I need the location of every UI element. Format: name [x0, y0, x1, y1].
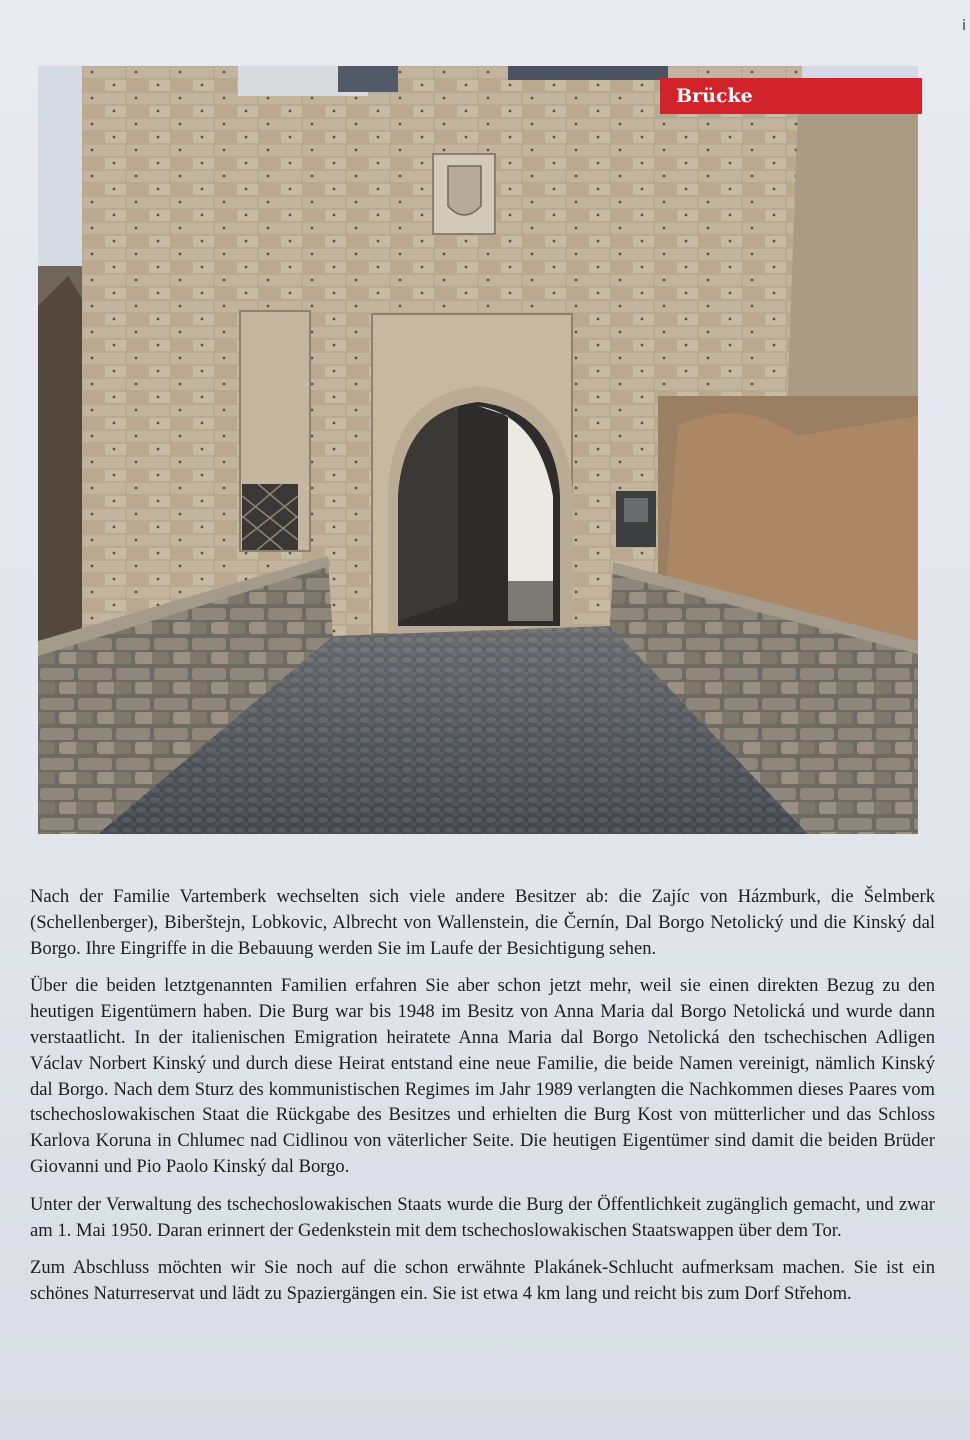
- body-text: [30, 884, 935, 1319]
- paragraph-gorge: Zum Abschluss möchten wir Sie noch auf die schon erwähnte Plakánek-Schlucht aufmerksam machen. Sie ist ein schönes Naturreservat und lädt zu Spaziergängen ein. Sie ist etwa 4 km lang und reicht bis zum Dorf Střehom.: [30, 1257, 935, 1305]
- paragraph-owners: Nach der Familie Vartemberk wechselten sich viele andere Besitzer ab: die Zajíc von Házmburk, die Šelmberk (Schellenberger), Biberštejn, Lobkovic, Albrecht von Wallenstein, die Černín, Dal Borgo Netolický und die Kinský dal Borgo. Ihre Eingriffe in die Bebauung werden Sie im Laufe der Besichtigung sehen.: [30, 886, 935, 959]
- corner-mark: i: [962, 18, 966, 34]
- castle-gate-photo: [38, 66, 918, 834]
- section-tag: Brücke: [660, 78, 922, 114]
- paragraph-state: Unter der Verwaltung des tschechoslowakischen Staats wurde die Burg der Öffentlichkeit zugänglich gemacht, und zwar am 1. Mai 1950. Daran erinnert der Gedenkstein mit dem tschechoslowakischen Staatswappen über dem Tor.: [30, 1193, 935, 1241]
- paragraph-families: Über die beiden letztgenannten Familien erfahren Sie aber schon jetzt mehr, weil sie einen direkten Bezug zu den heutigen Eigentümern haben. Die Burg war bis 1948 im Besitz von Anna Maria dal Borgo Netolická und wurde dann verstaatlicht. In der italienischen Emigration heiratete Anna Maria dal Borgo Netolická den tschechischen Adligen Václav Norbert Kinský und durch diese Heirat entstand eine neue Familie, die beide Namen vereinigt, nämlich Kinský dal Borgo. Nach dem Sturz des kommunistischen Regimes im Jahr 1989 verlangten die Nachkommen dieses Paares vom tschechoslowakischen Staat die Rückgabe des Besitzes und erhielten die Burg Kost von mütterlicher und das Schloss Karlova Koruna in Chlumec nad Cidlinou von väterlicher Seite. Die heutigen Eigentümer sind damit die beiden Brüder Giovanni und Pio Paolo Kinský dal Borgo.: [30, 975, 935, 1177]
